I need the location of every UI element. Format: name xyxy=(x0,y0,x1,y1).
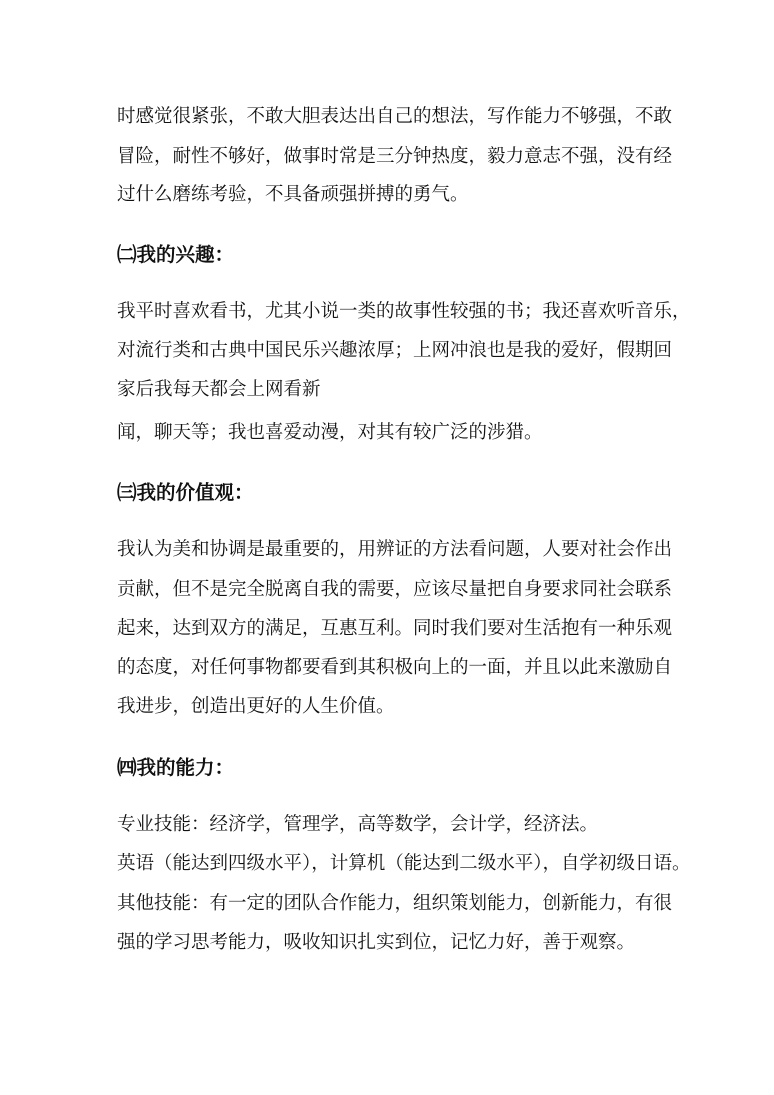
values-line-2: 贡献，但不是完全脱离自我的需要，应该尽量把自身要求同社会联系 xyxy=(117,579,673,600)
interests-line-2: 对流行类和古典中国民乐兴趣浓厚；上网冲浪也是我的爱好，假期回 xyxy=(117,340,673,361)
abilities-line-3: 其他技能：有一定的团队合作能力，组织策划能力，创新能力，有很 xyxy=(117,893,673,914)
values-line-1: 我认为美和协调是最重要的，用辨证的方法看问题，人要对社会作出 xyxy=(117,539,673,560)
abilities-line-4: 强的学习思考能力，吸收知识扎实到位，记忆力好，善于观察。 xyxy=(117,932,636,953)
interests-line-1: 我平时喜欢看书，尤其小说一类的故事性较强的书；我还喜欢听音乐， xyxy=(117,301,691,322)
abilities-line-2: 英语（能达到四级水平），计算机（能达到二级水平），自学初级日语。 xyxy=(117,853,691,874)
interests-line-4: 闻，聊天等；我也喜爱动漫，对其有较广泛的涉猎。 xyxy=(117,422,543,443)
interests-line-3: 家后我每天都会上网看新 xyxy=(117,379,321,400)
intro-line-2: 冒险，耐性不够好，做事时常是三分钟热度，毅力意志不强，没有经 xyxy=(117,146,673,167)
values-heading: ㈢我的价值观： xyxy=(117,481,254,504)
abilities-line-1: 专业技能：经济学，管理学，高等数学，会计学，经济法。 xyxy=(117,814,599,835)
values-line-5: 我进步，创造出更好的人生价值。 xyxy=(117,696,395,717)
intro-line-3: 过什么磨练考验，不具备顽强拼搏的勇气。 xyxy=(117,184,469,205)
values-line-3: 起来，达到双方的满足，互惠互利。同时我们要对生活抱有一种乐观 xyxy=(117,618,673,639)
intro-line-1: 时感觉很紧张，不敢大胆表达出自己的想法，写作能力不够强，不敢 xyxy=(117,106,673,127)
abilities-heading: ㈣我的能力： xyxy=(117,756,235,779)
interests-heading: ㈡我的兴趣： xyxy=(117,243,235,266)
values-line-4: 的态度，对任何事物都要看到其积极向上的一面，并且以此来激励自 xyxy=(117,657,673,678)
